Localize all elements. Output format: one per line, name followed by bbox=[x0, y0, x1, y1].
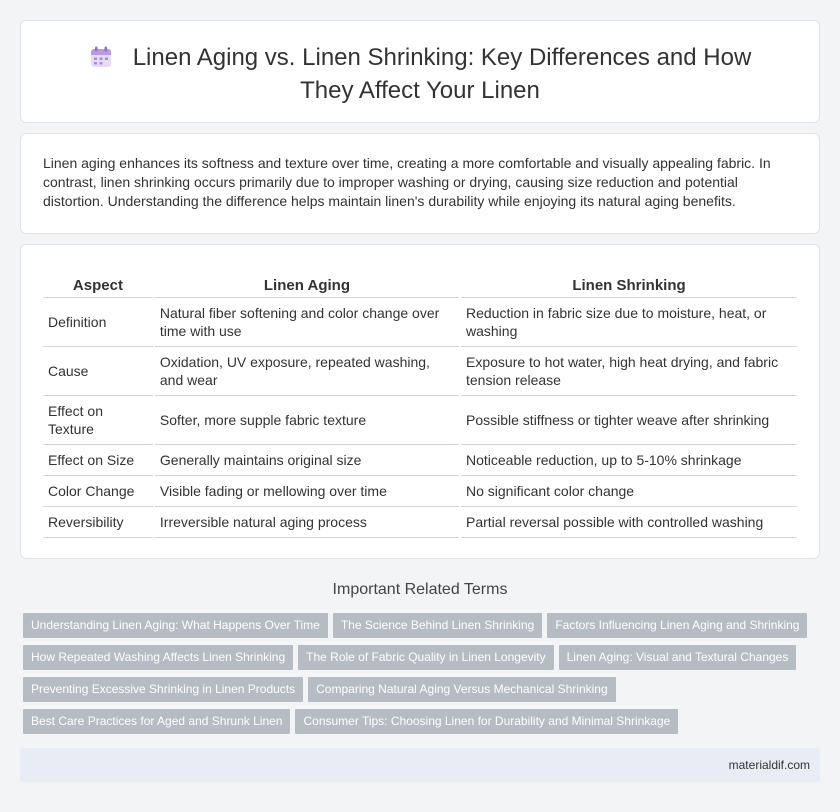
table-row bbox=[43, 298, 797, 347]
table-header-row bbox=[43, 270, 797, 298]
intro-card bbox=[20, 133, 820, 234]
header-aspect: Aspect bbox=[43, 270, 153, 298]
related-tag[interactable]: Understanding Linen Aging: What Happens Over Time bbox=[23, 613, 328, 638]
related-tag[interactable]: Factors Influencing Linen Aging and Shrinking bbox=[547, 613, 807, 638]
page-title: Linen Aging vs. Linen Shrinking: Key Differences and How They Affect Your Linen bbox=[132, 44, 752, 104]
row-aspect: Reversibility bbox=[43, 507, 153, 538]
row-aspect: Color Change bbox=[43, 476, 153, 507]
related-tag[interactable]: Comparing Natural Aging Versus Mechanical Shrinking bbox=[308, 677, 616, 702]
row-aspect: Cause bbox=[43, 347, 153, 396]
row-shrinking: Partial reversal possible with controlled washing bbox=[461, 507, 797, 538]
row-aging: Natural fiber softening and color change over time with use bbox=[155, 298, 459, 347]
row-aspect: Effect on Size bbox=[43, 445, 153, 476]
calendar-icon bbox=[89, 45, 113, 76]
row-aging: Visible fading or mellowing over time bbox=[155, 476, 459, 507]
row-aspect: Effect on Texture bbox=[43, 396, 153, 445]
table-row bbox=[43, 445, 797, 476]
row-aging: Oxidation, UV exposure, repeated washing, and wear bbox=[155, 347, 459, 396]
header-linen-aging: Linen Aging bbox=[155, 270, 459, 298]
table-row bbox=[43, 396, 797, 445]
related-tag[interactable]: How Repeated Washing Affects Linen Shrinking bbox=[23, 645, 293, 670]
row-aging: Generally maintains original size bbox=[155, 445, 459, 476]
related-tag[interactable]: The Science Behind Linen Shrinking bbox=[333, 613, 542, 638]
row-aspect: Definition bbox=[43, 298, 153, 347]
footer-site-name[interactable]: materialdif.com bbox=[728, 758, 810, 772]
related-tag[interactable]: Consumer Tips: Choosing Linen for Durability and Minimal Shrinkage bbox=[295, 709, 678, 734]
header-linen-shrinking: Linen Shrinking bbox=[461, 270, 797, 298]
row-shrinking: Reduction in fabric size due to moisture, heat, or washing bbox=[461, 298, 797, 347]
row-aging: Irreversible natural aging process bbox=[155, 507, 459, 538]
row-shrinking: Noticeable reduction, up to 5-10% shrinkage bbox=[461, 445, 797, 476]
row-aging: Softer, more supple fabric texture bbox=[155, 396, 459, 445]
table-row bbox=[43, 347, 797, 396]
comparison-table-card bbox=[20, 244, 820, 559]
related-tag[interactable]: Best Care Practices for Aged and Shrunk Linen bbox=[23, 709, 290, 734]
intro-paragraph: Linen aging enhances its softness and texture over time, creating a more comfortable and visually appealing fabric. In contrast, linen shrinking occurs primarily due to improper washing or drying, causing size reduction and potential distortion. Understanding the difference helps maintain linen's durability while enjoying its natural aging benefits. bbox=[43, 155, 771, 209]
page-title-wrap bbox=[61, 43, 779, 105]
table-row bbox=[43, 476, 797, 507]
comparison-table bbox=[41, 270, 799, 538]
related-terms-title: Important Related Terms bbox=[332, 581, 508, 598]
row-shrinking: Exposure to hot water, high heat drying, and fabric tension release bbox=[461, 347, 797, 396]
row-shrinking: Possible stiffness or tighter weave after shrinking bbox=[461, 396, 797, 445]
row-shrinking: No significant color change bbox=[461, 476, 797, 507]
title-card bbox=[20, 20, 820, 123]
table-row bbox=[43, 507, 797, 538]
related-tag[interactable]: Preventing Excessive Shrinking in Linen Products bbox=[23, 677, 303, 702]
related-tag[interactable]: Linen Aging: Visual and Textural Changes bbox=[559, 645, 797, 670]
related-terms-tags bbox=[23, 613, 823, 741]
footer bbox=[20, 748, 820, 782]
related-tag[interactable]: The Role of Fabric Quality in Linen Longevity bbox=[298, 645, 553, 670]
